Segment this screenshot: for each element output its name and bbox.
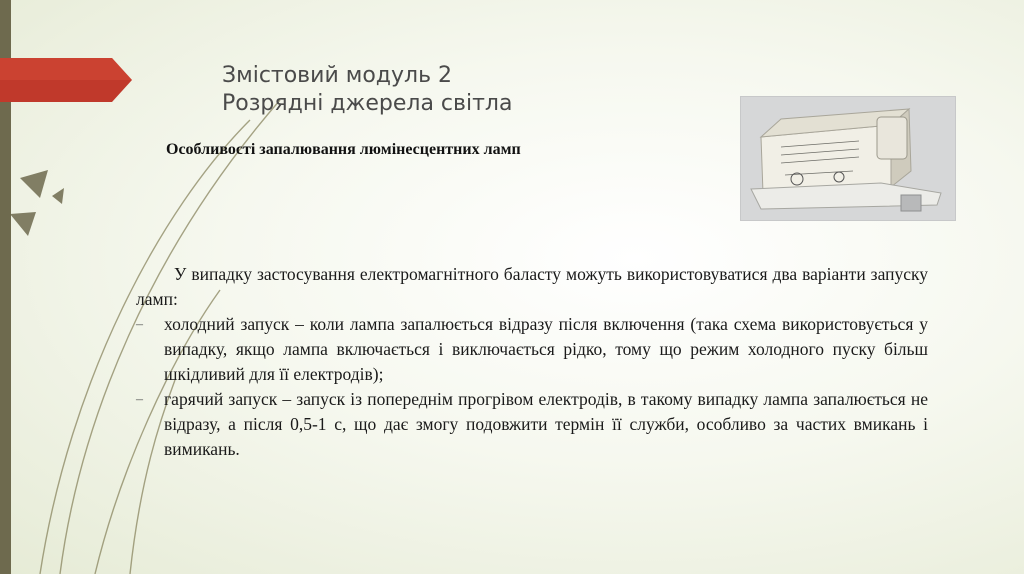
list-item-cold-start	[136, 312, 928, 387]
list-item-text: гарячий запуск – запуск із попереднім прогрівом електродів, в такому випадку лампа запалюється не відразу, а після 0,5-1 с, що дає змогу подовжити термін її служби, особливо за частих вмикань і вимикань.	[164, 389, 928, 459]
list-item-text: холодний запуск – коли лампа запалюється відразу після включення (така схема використовується у випадку, якщо лампа включається і виключається рідко, тому що режим холодного пуску більш шкідливий для її електродів);	[164, 314, 928, 384]
slide-title	[222, 62, 642, 118]
title-ribbon	[0, 58, 132, 102]
list-item-hot-start	[136, 387, 928, 462]
title-line-2: Розрядні джерела світла	[222, 91, 513, 116]
body-text	[136, 262, 928, 462]
list-marker: –	[136, 317, 143, 332]
starter-device-illustration	[741, 97, 955, 220]
title-line-1: Змістовий модуль 2	[222, 63, 453, 88]
section-subtitle: Особливості запалювання люмінесцентних ламп	[166, 141, 521, 158]
list-marker: –	[136, 392, 143, 407]
intro-text: У випадку застосування електромагнітного баласту можуть використовуватися два варіанти запуску ламп:	[136, 264, 928, 309]
intro-paragraph	[136, 262, 928, 312]
starter-device-photo	[741, 97, 955, 220]
